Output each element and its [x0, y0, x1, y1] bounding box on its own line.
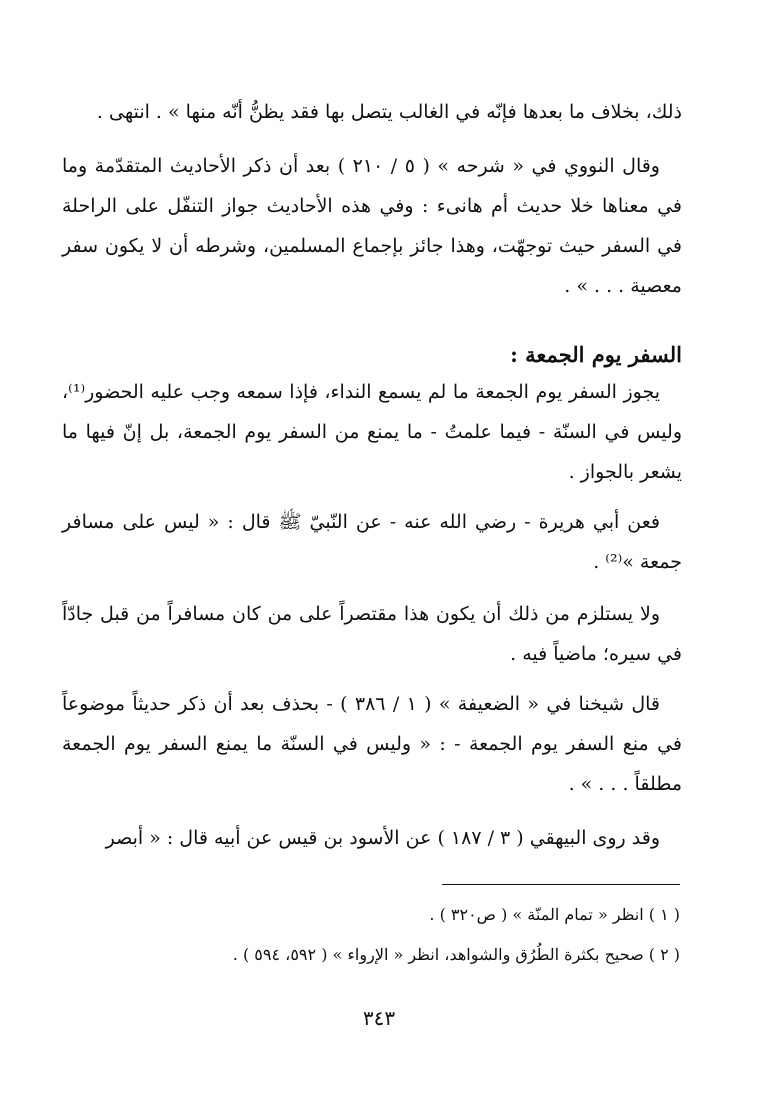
paragraph-abu-hurayra: فعن أبي هريرة - رضي الله عنه - عن النّبيّ ﷺ قال : « ليس على مسافر جمعة »⁽²⁾ . [62, 511, 682, 573]
paragraph-consequence: ولا يستلزم من ذلك أن يكون هذا مقتصراً على من كان مسافراً من قبل جادّاً في سيره؛ ماضياً فيه . [62, 603, 682, 665]
page-number: ٣٤٣ [362, 1006, 396, 1030]
footnote-2: ( ٢ ) صحيح بكثرة الطُرُق والشواهد، انظر « الإرواء » ( ٥٩٢، ٥٩٤ ) . [232, 945, 680, 964]
paragraph-quote-ending: ذلك، بخلاف ما بعدها فإنّه في الغالب يتصل بها فقد يظنُّ أنّه منها » . انتهى . [96, 101, 682, 123]
section-heading: السفر يوم الجمعة : [510, 342, 682, 368]
footnote-1: ( ١ ) انظر « تمام المنّة » ( ص٣٢٠ ) . [429, 905, 680, 924]
footnote-divider [442, 884, 680, 885]
paragraph-bayhaqi: وقد روى البيهقي ( ٣ / ١٨٧ ) عن الأسود بن قيس عن أبيه قال : « أبصر [105, 827, 660, 849]
paragraph-nawawi: وقال النووي في « شرحه » ( ٥ / ٢١٠ ) بعد أن ذكر الأحاديث المتقدّمة وما في معناها خلا حديث أم هانىء : وفي هذه الأحاديث جواز التنفّل على الراحلة في السفر حيث توجهّت، وهذا جائز بإجماع المسلمين، وشرطه أن لا يكون سفر معصية . . . » . [62, 155, 682, 297]
paragraph-friday-travel: يجوز السفر يوم الجمعة ما لم يسمع النداء، فإذا سمعه وجب عليه الحضور⁽¹⁾، وليس في السنّة - فيما علمتُ - ما يمنع من السفر يوم الجمعة، بل إنّ فيها ما يشعر بالجواز . [62, 381, 682, 483]
paragraph-daifa: قال شيخنا في « الضعيفة » ( ١ / ٣٨٦ ) - بحذف بعد أن ذكر حديثاً موضوعاً في منع السفر يوم الجمعة - : « وليس في السنّة ما يمنع السفر يوم الجمعة مطلقاً . . . » . [62, 693, 683, 795]
